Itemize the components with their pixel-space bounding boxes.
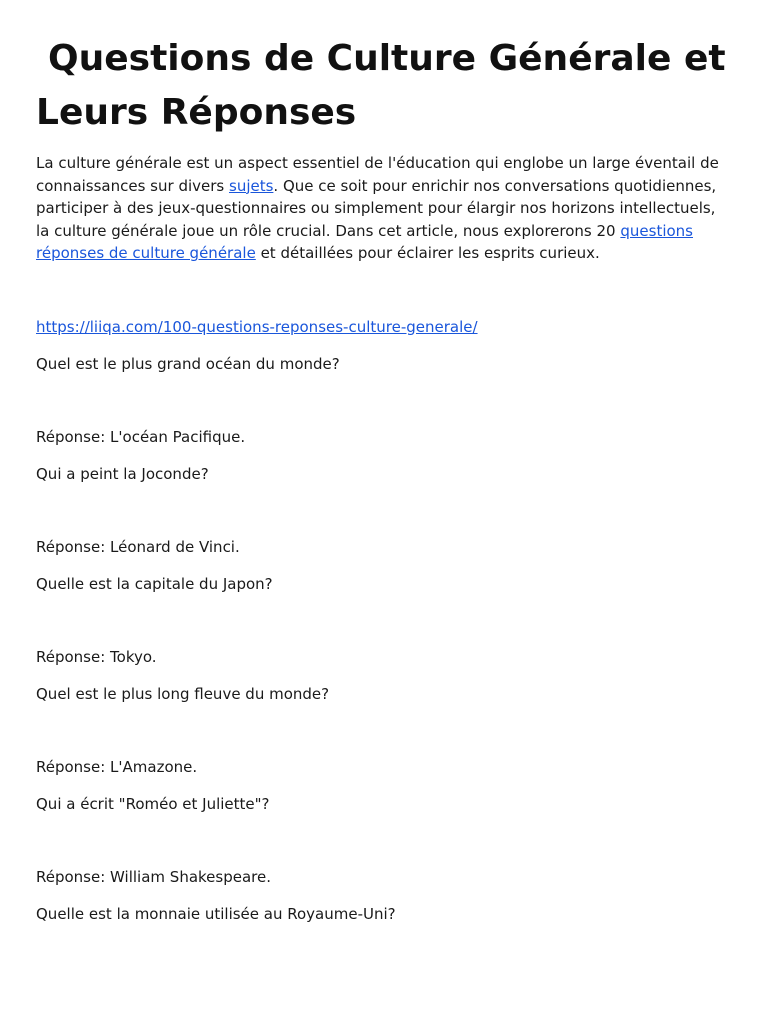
title-line-2: Leurs Réponses [36,92,357,133]
question-6: Quelle est la monnaie utilisée au Royaume-Uni? [36,904,396,923]
intro-text-2: . Que ce soit pour enrichir nos conversations quotidiennes, participer à des jeux-questionnaires ou simplement pour élargir nos horizons intellectuels, la culture générale joue un rôle crucial. Dans cet article, nous explorerons 20 [36,176,717,240]
qa-list [36,353,736,925]
question-4: Quel est le plus long fleuve du monde? [36,684,330,703]
intro-text-3: et détaillées pour éclairer les esprits curieux. [255,244,600,262]
answer-3: Réponse: Tokyo. [36,647,157,666]
answer-1: Réponse: L'océan Pacifique. [36,427,246,446]
source-url-link[interactable]: https://liiqa.com/100-questions-reponses-culture-generale/ [36,317,478,336]
question-1: Quel est le plus grand océan du monde? [36,354,340,373]
intro-paragraph [36,152,728,265]
question-5: Qui a écrit "Roméo et Juliette"? [36,794,270,813]
question-2: Qui a peint la Joconde? [36,464,209,483]
document-title [36,32,736,140]
answer-2: Réponse: Léonard de Vinci. [36,537,240,556]
intro-text-1: La culture générale est un aspect essentiel de l'éducation qui englobe un large éventail de connaissances sur divers [36,154,719,195]
link-sujets[interactable]: sujets [229,176,274,195]
title-line-1: Questions de Culture Générale et [48,38,726,79]
link-questions-reponses[interactable]: questions réponses de culture générale [36,221,693,262]
answer-5: Réponse: William Shakespeare. [36,867,271,886]
document-page [36,32,736,925]
source-url-line [36,316,736,338]
question-3: Quelle est la capitale du Japon? [36,574,273,593]
answer-4: Réponse: L'Amazone. [36,757,198,776]
